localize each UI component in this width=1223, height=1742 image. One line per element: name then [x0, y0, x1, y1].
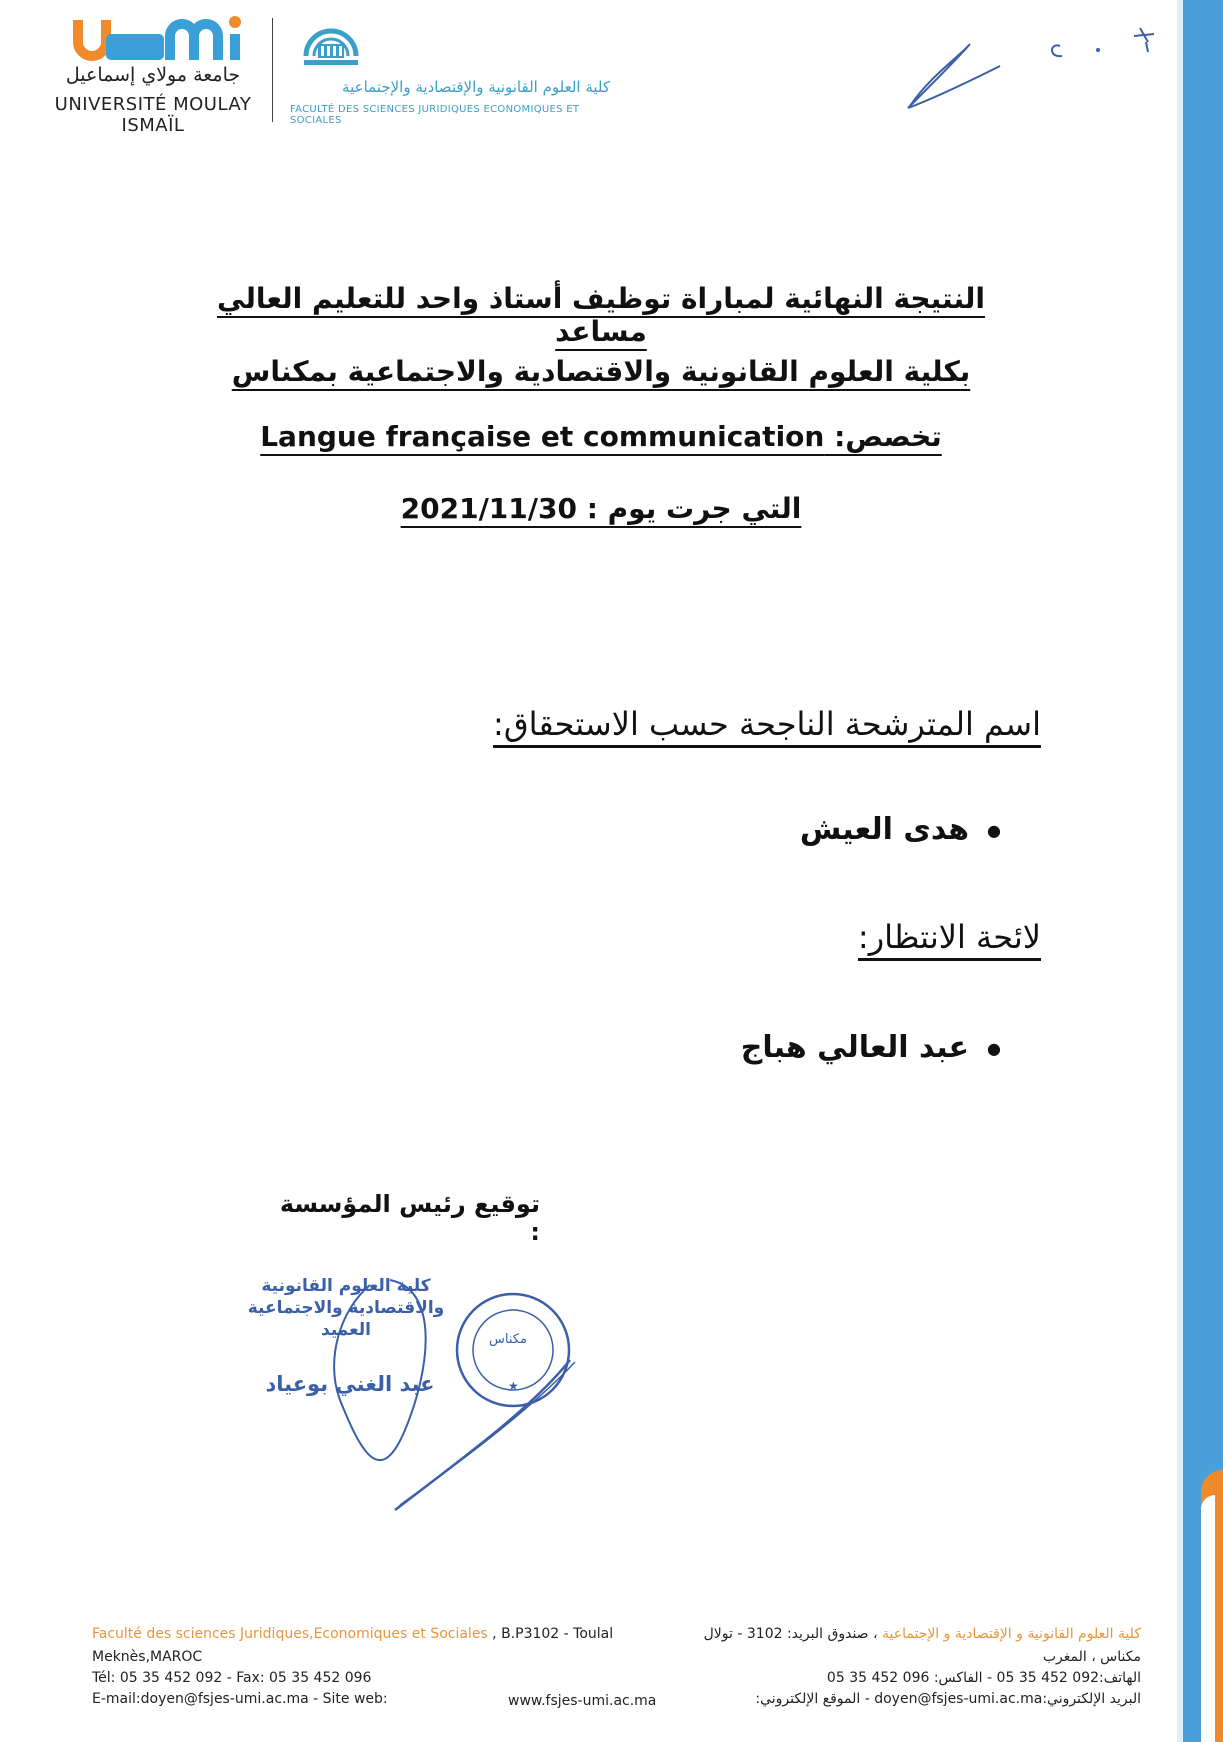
orange-band-cutout — [1201, 1495, 1215, 1742]
stamp-line2: والاقتصادية والاجتماعية — [247, 1298, 445, 1318]
faculty-name-french: FACULTÉ DES SCIENCES JURIDIQUES ECONOMIQUES ET SOCIALES — [290, 104, 580, 126]
waitlist-label: لائحة الانتظار: — [857, 918, 1041, 956]
result-title-specialty: تخصص: Langue française et communication — [260, 420, 942, 453]
result-title-line2: بكلية العلوم القانونية والاقتصادية والاجتماعية بمكناس — [231, 355, 971, 388]
footer-right-line2: مكناس ، المغرب — [1042, 1649, 1141, 1665]
round-stamp-city: مكناس — [489, 1332, 527, 1347]
footer-right-email: البريد الإلكتروني:doyen@fsjes-umi.ac.ma - الموقع الإلكتروني: — [755, 1691, 1141, 1707]
footer-website-link[interactable]: www.fsjes-umi.ac.ma — [508, 1693, 657, 1709]
waitlist-item — [741, 1030, 1001, 1065]
footer-left-line1 — [92, 1626, 613, 1642]
footer-faculty-fr: Faculté des sciences Juridiques,Economiques et Sociales — [92, 1626, 488, 1642]
result-title-date: التي جرت يوم : 2021/11/30 — [400, 492, 802, 525]
faculty-name-arabic: كلية العلوم القانونية والإقتصادية والإجتماعية — [342, 78, 610, 96]
footer-right-phone: الهاتف:092 452 35 05 - الفاكس: 096 452 35 05 — [826, 1670, 1141, 1686]
dean-stamp — [246, 1275, 446, 1341]
university-name-arabic: جامعة مولاي إسماعيل — [65, 64, 241, 86]
faculty-logo-icon — [296, 16, 366, 74]
winner-name: هدى العيش — [799, 812, 970, 847]
winner-label: اسم المترشحة الناجحة حسب الاستحقاق: — [493, 705, 1041, 743]
university-name-french: UNIVERSITÉ MOULAY ISMAÏL — [54, 94, 252, 136]
bullet-icon: ● — [987, 1039, 1001, 1058]
stamp-line1: كلية العلوم القانونية — [261, 1276, 431, 1296]
result-title-line1: النتيجة النهائية لمباراة توظيف أستاذ واحد للتعليم العالي مساعد — [216, 282, 986, 348]
footer-right-line1 — [704, 1626, 1141, 1642]
handwritten-annotation-icon — [890, 16, 1170, 116]
footer-address-fr: , B.P3102 - Toulal — [487, 1626, 614, 1642]
footer-left-email: E-mail:doyen@fsjes-umi.ac.ma - Site web: — [92, 1691, 388, 1707]
footer-address-ar: ، صندوق البريد: 3102 - تولال — [703, 1626, 882, 1642]
waitlist-name: عبد العالي هباج — [740, 1030, 970, 1065]
dean-name: عبد الغني بوعياد — [265, 1372, 435, 1396]
bullet-icon: ● — [987, 821, 1001, 840]
winner-item — [800, 812, 1001, 847]
umi-logo-icon — [60, 16, 260, 66]
footer-left-line2: Meknès,MAROC — [92, 1649, 203, 1665]
footer-left-phone: Tél: 05 35 452 092 - Fax: 05 35 452 096 — [92, 1670, 372, 1686]
footer-faculty-ar: كلية العلوم القانونية و الإقتصادية و الإجتماعية — [882, 1626, 1141, 1642]
stamp-line3: العميد — [321, 1320, 371, 1340]
svg-text:★: ★ — [508, 1379, 519, 1393]
signature-label: توقيع رئيس المؤسسة : — [279, 1190, 540, 1246]
header-divider — [272, 18, 273, 122]
